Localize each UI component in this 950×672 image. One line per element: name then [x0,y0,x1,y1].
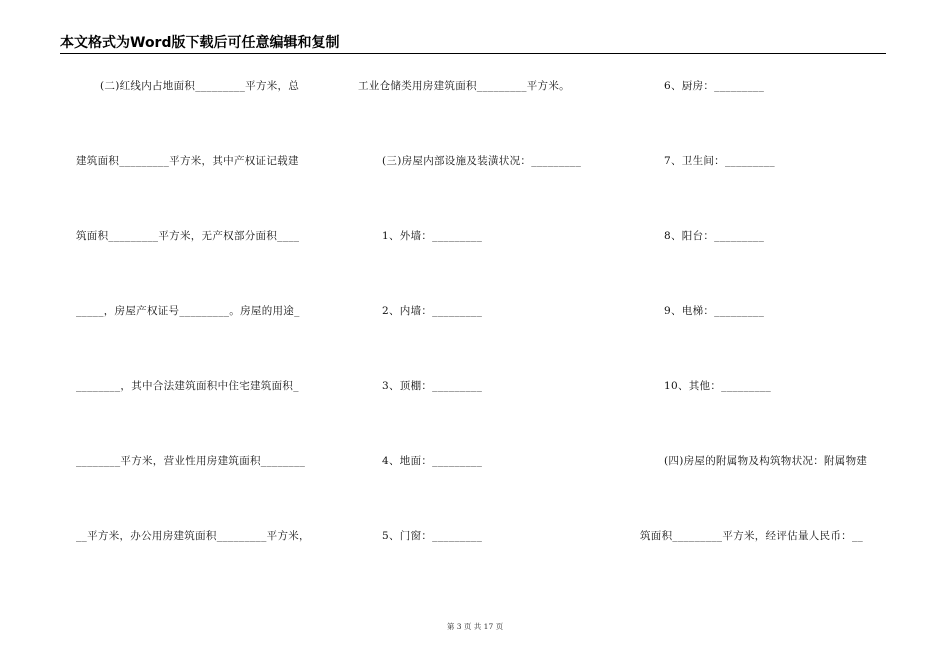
right-line-6: (四)房屋的附属物及构筑物状况：附属物建 [664,455,868,467]
left-line-3: 筑面积_________平方米，无产权部分面积____ [76,230,300,242]
right-line-2: 7、卫生间：_________ [664,155,775,167]
middle-line-7: 5、门窗：_________ [382,530,483,542]
left-line-6: ________平方米，营业性用房建筑面积________ [76,455,306,467]
middle-line-5: 3、顶棚：_________ [382,380,483,392]
middle-line-3: 1、外墙：_________ [382,230,483,242]
right-line-4: 9、电梯：_________ [664,305,765,317]
document-header-title: 本文格式为Word版下载后可任意编辑和复制 [60,35,340,51]
right-line-3: 8、阳台：_________ [664,230,765,242]
right-line-1: 6、厨房：_________ [664,80,765,92]
middle-line-6: 4、地面：_________ [382,455,483,467]
left-line-7: __平方米，办公用房建筑面积_________平方米， [76,530,310,542]
middle-line-1: 工业仓储类用房建筑面积_________平方米。 [358,80,570,92]
right-line-7: 筑面积_________平方米，经评估量人民币：__ [640,530,864,542]
left-line-5: ________，其中合法建筑面积中住宅建筑面积_ [76,380,299,392]
header-divider [60,53,886,54]
left-line-4: _____，房屋产权证号_________。房屋的用途_ [76,305,300,317]
left-line-1: (二)红线内占地面积_________平方米，总 [100,80,300,92]
left-line-2: 建筑面积_________平方米，其中产权证记载建 [76,155,299,167]
middle-line-2: (三)房屋内部设施及装潢状况：_________ [382,155,582,167]
page-number-footer: 第 3 页 共 17 页 [446,622,504,631]
right-line-5: 10、其他：_________ [664,380,772,392]
middle-line-4: 2、内墙：_________ [382,305,483,317]
